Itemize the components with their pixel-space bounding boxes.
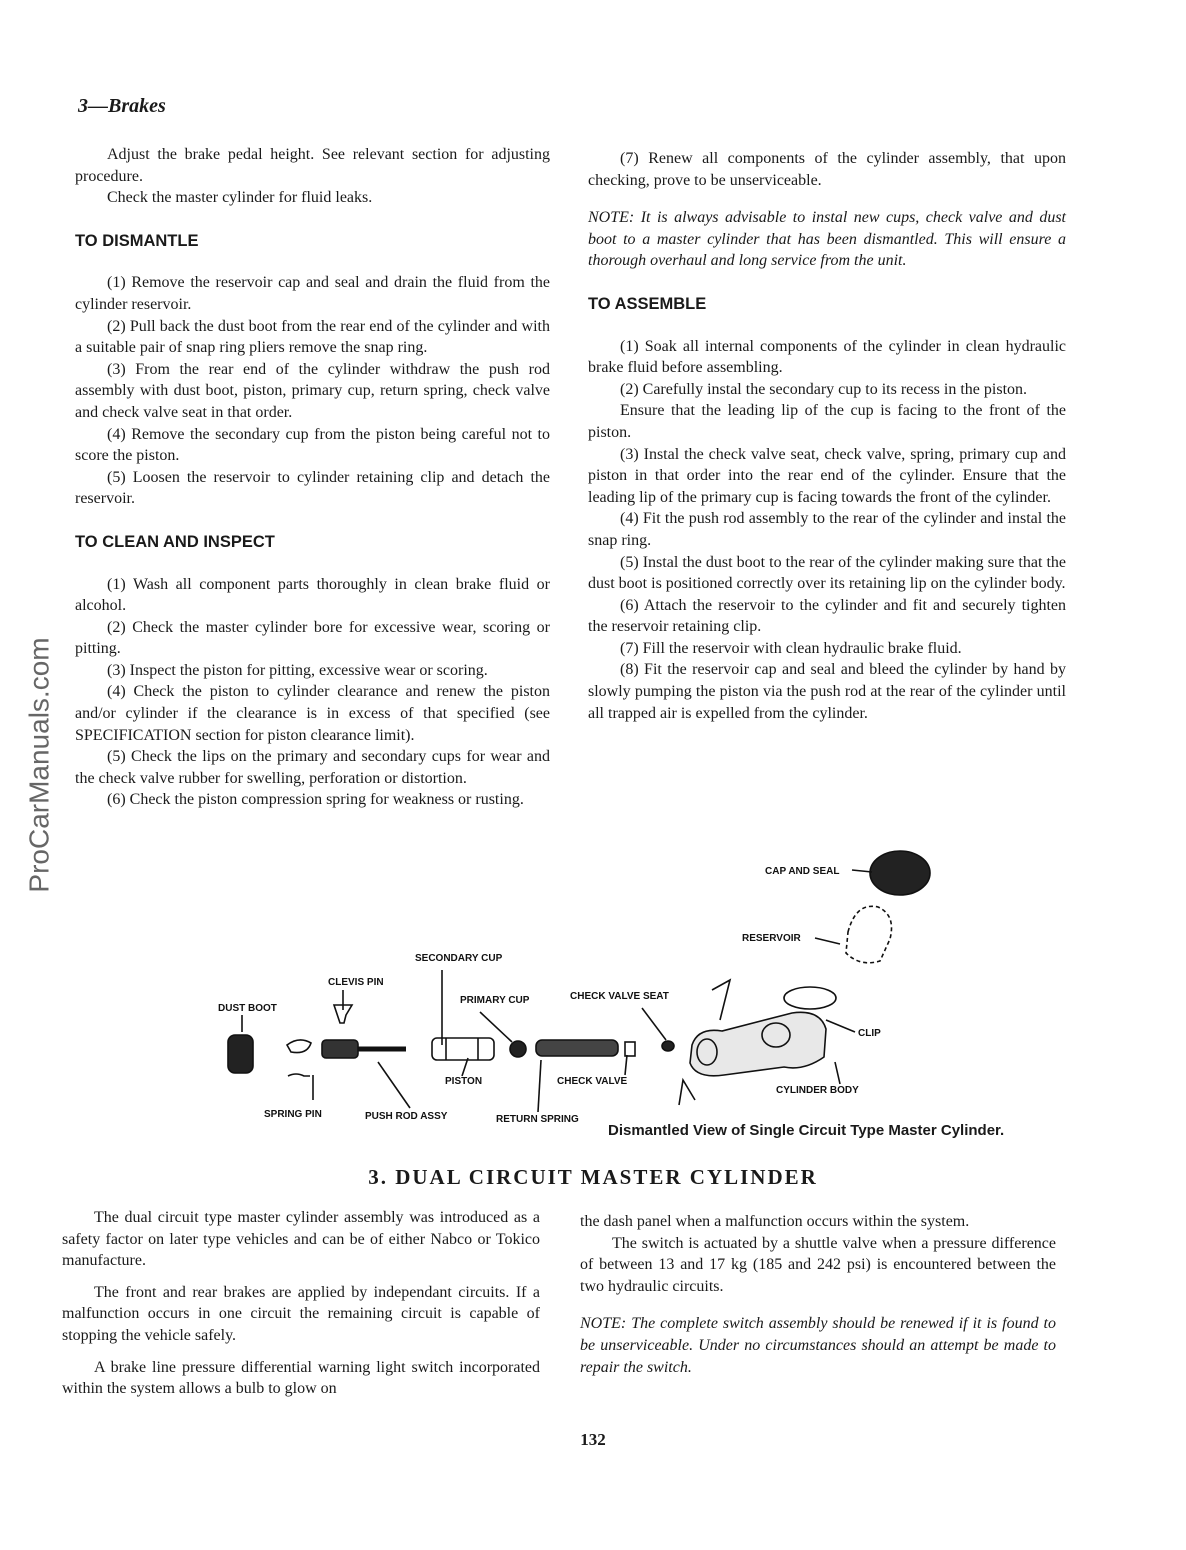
label-check-valve: CHECK VALVE xyxy=(557,1076,628,1087)
push-rod-part xyxy=(322,1040,358,1058)
watermark: ProCarManuals.com xyxy=(24,637,56,893)
label-check-valve-seat: CHECK VALVE SEAT xyxy=(570,991,669,1002)
dust-boot-part xyxy=(228,1035,253,1073)
label-secondary-cup: SECONDARY CUP xyxy=(415,953,503,964)
label-piston: PISTON xyxy=(445,1076,483,1087)
heading-clean-inspect: TO CLEAN AND INSPECT xyxy=(75,532,275,551)
dismantle-step: (1) Remove the reservoir cap and seal and drain the fluid from the cylinder reservoir. xyxy=(75,274,550,313)
note: NOTE: The complete switch assembly should be renewed if it is found to be unserviceable. Under no circumstances should an attempt be made to repair the switch. xyxy=(580,1315,1056,1376)
assemble-step: (2) Carefully instal the secondary cup to its recess in the piston. xyxy=(620,380,1028,398)
section-label: 3—Brakes xyxy=(78,95,166,117)
assemble-step: (6) Attach the reservoir to the cylinder and fit and securely tighten the reservoir retaining clip. xyxy=(588,596,1066,636)
clean-step: (6) Check the piston compression spring for weakness or rusting. xyxy=(107,791,524,809)
label-spring-pin: SPRING PIN xyxy=(264,1109,322,1120)
label-primary-cup: PRIMARY CUP xyxy=(460,995,530,1006)
page-number: 132 xyxy=(580,1430,606,1449)
section-heading: 3. DUAL CIRCUIT MASTER CYLINDER xyxy=(368,1165,818,1189)
note: NOTE: It is always advisable to instal new cups, check valve and dust boot to a master cylinder that has been dismantled. This will ensure a thorough overhaul and long service from the unit. xyxy=(588,209,1066,270)
dismantle-step: (2) Pull back the dust boot from the rear end of the cylinder and with a suitable pair of snap ring pliers remove the snap ring. xyxy=(75,317,550,357)
figure-caption: Dismantled View of Single Circuit Type Master Cylinder. xyxy=(608,1122,1005,1139)
assemble-step: (1) Soak all internal components of the cylinder in clean hydraulic brake fluid before assembling. xyxy=(588,337,1066,377)
label-cap-and-seal: CAP AND SEAL xyxy=(765,866,840,877)
section3-left-column xyxy=(62,1207,540,1400)
paragraph: the dash panel when a malfunction occurs within the system. xyxy=(580,1213,970,1230)
label-cylinder-body: CYLINDER BODY xyxy=(776,1085,859,1096)
clean-step: (3) Inspect the piston for pitting, excessive wear or scoring. xyxy=(107,661,488,679)
return-spring-part xyxy=(536,1040,618,1056)
heading-dismantle: TO DISMANTLE xyxy=(75,231,199,250)
reservoir-part xyxy=(846,906,892,963)
heading-assemble: TO ASSEMBLE xyxy=(588,294,707,313)
assemble-step: (8) Fit the reservoir cap and seal and bleed the cylinder by hand by slowly pumping the piston via the push rod at the rear of the cylinder until all trapped air is expelled from the cylinder. xyxy=(588,661,1066,722)
clean-step: (5) Check the lips on the primary and secondary cups for wear and the check valve rubber for swelling, perforation or distortion. xyxy=(75,748,550,787)
paragraph: Adjust the brake pedal height. See relevant section for adjusting procedure. xyxy=(75,146,550,185)
dismantle-step: (4) Remove the secondary cup from the piston being careful not to score the piston. xyxy=(75,425,550,465)
assemble-step: (3) Instal the check valve seat, check valve, spring, primary cup and piston in that order into the rear end of the cylinder. Ensure that the leading lip of the primary cup is facing towards the front of the cylinder. xyxy=(588,445,1066,506)
assemble-step: Ensure that the leading lip of the cup is facing to the front of the piston. xyxy=(588,402,1066,441)
assemble-step: (4) Fit the push rod assembly to the rear of the cylinder and instal the snap ring. xyxy=(588,510,1066,549)
paragraph: The dual circuit type master cylinder assembly was introduced as a safety factor on later type vehicles and can be of either Nabco or Tokico manufacture. xyxy=(62,1209,540,1270)
spring-pin-part xyxy=(288,1074,310,1076)
clean-step: (1) Wash all component parts thoroughly in clean brake fluid or alcohol. xyxy=(75,575,550,615)
assemble-step: (5) Instal the dust boot to the rear of the cylinder making sure that the dust boot is positioned correctly over its retaining lip on the cylinder body. xyxy=(588,553,1066,593)
snap-ring-pliers-part xyxy=(712,980,730,1020)
paragraph: Check the master cylinder for fluid leaks. xyxy=(107,189,373,207)
cylinder-body-part xyxy=(690,1012,826,1075)
label-reservoir: RESERVOIR xyxy=(742,933,801,944)
clean-step: (2) Check the master cylinder bore for excessive wear, scoring or pitting. xyxy=(75,618,550,658)
label-clevis-pin: CLEVIS PIN xyxy=(328,977,384,988)
clean-step: (7) Renew all components of the cylinder assembly, that upon checking, prove to be unserviceable. xyxy=(588,150,1066,189)
paragraph: The front and rear brakes are applied by independant circuits. If a malfunction occurs in one circuit the remaining circuit is capable of stopping the vehicle safely. xyxy=(62,1283,540,1344)
check-valve-seat-part xyxy=(662,1041,674,1051)
paragraph: The switch is actuated by a shuttle valve when a pressure difference of between 13 and 17 kg (185 and 242 psi) is encountered between the two hydraulic circuits. xyxy=(580,1234,1056,1295)
check-valve-part xyxy=(625,1042,635,1056)
label-dust-boot: DUST BOOT xyxy=(218,1003,277,1014)
label-push-rod-assy: PUSH ROD ASSY xyxy=(365,1111,448,1122)
label-clip: CLIP xyxy=(858,1028,881,1039)
label-return-spring: RETURN SPRING xyxy=(496,1114,579,1125)
primary-cup-part xyxy=(510,1041,526,1057)
snap-ring-part xyxy=(287,1040,311,1053)
clip-part xyxy=(784,987,836,1009)
dismantle-step: (3) From the rear end of the cylinder withdraw the push rod assembly with dust boot, piston, primary cup, return spring, check valve and check valve seat in that order. xyxy=(75,360,550,421)
paragraph: A brake line pressure differential warning light switch incorporated within the system allows a bulb to glow on xyxy=(62,1358,540,1398)
dismantle-step: (5) Loosen the reservoir to cylinder retaining clip and detach the reservoir. xyxy=(75,468,550,508)
section3-right-column xyxy=(580,1211,1056,1378)
assemble-step: (7) Fill the reservoir with clean hydraulic brake fluid. xyxy=(620,639,962,657)
cap-and-seal-part xyxy=(870,851,930,895)
clean-step: (4) Check the piston to cylinder clearance and renew the piston and/or cylinder if the clearance is in excess of that specified (see SPECIFICATION section for piston clearance limit). xyxy=(75,683,550,744)
